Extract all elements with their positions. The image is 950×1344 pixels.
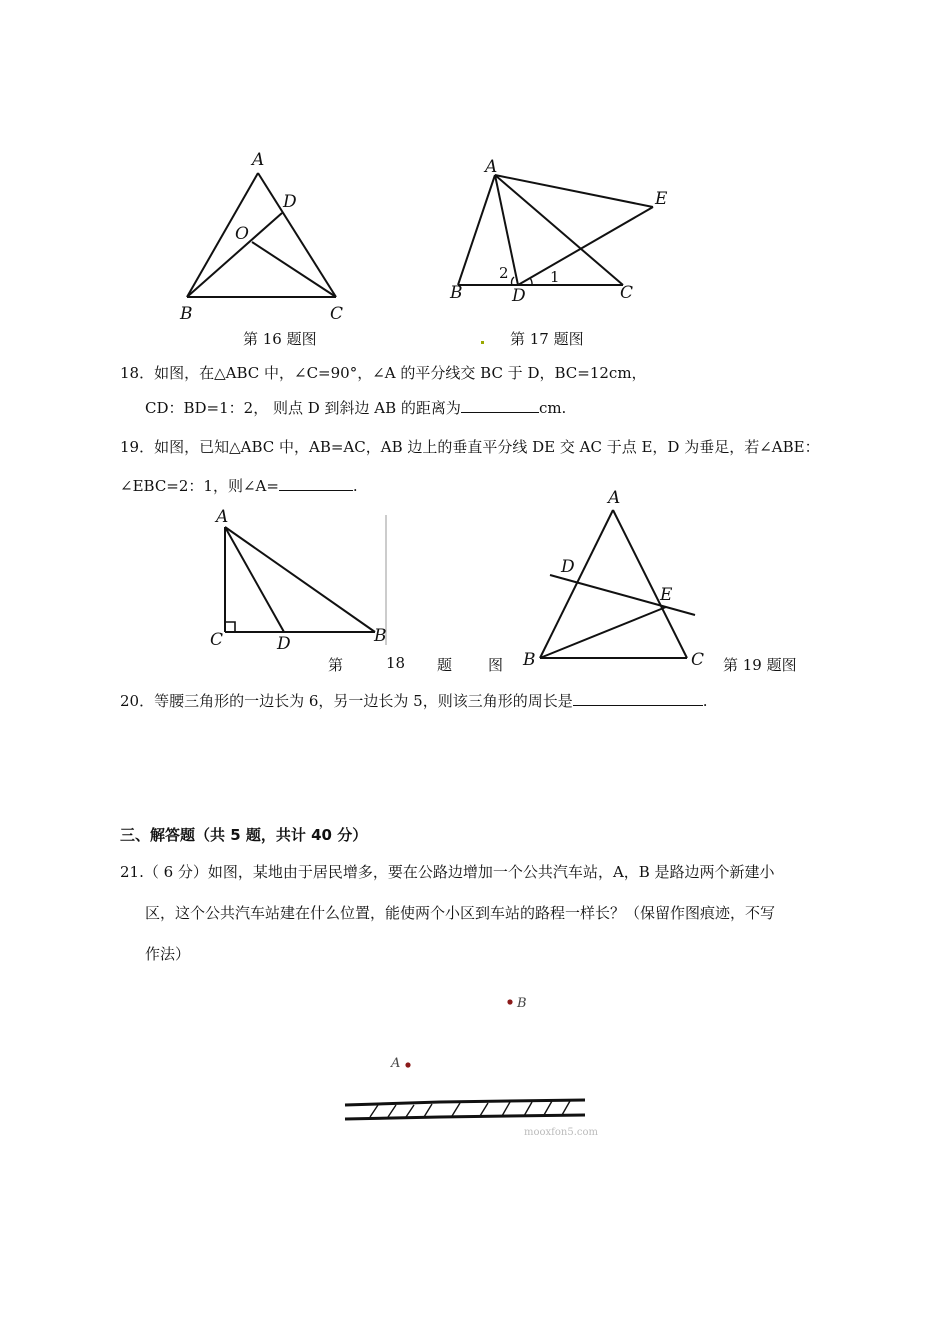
fig18-label-c: C bbox=[210, 630, 224, 650]
section-title: 三、解答题（共 5 题，共计 40 分） bbox=[120, 826, 368, 844]
q21-line1: 21.（ 6 分）如图，某地由于居民增多，要在公路边增加一个公共汽车站，A，B 是路边两个新建小 bbox=[120, 863, 775, 881]
fig18-label-a: A bbox=[216, 507, 229, 527]
fig18-caption-1: 第 bbox=[328, 656, 344, 674]
q20-text bbox=[120, 691, 708, 711]
q21-line3: 作法） bbox=[145, 945, 191, 963]
figure-18 bbox=[200, 505, 400, 655]
fig19-label-a: A bbox=[608, 488, 621, 508]
dot-mark bbox=[481, 341, 484, 344]
fig17-angle-2: 2 bbox=[499, 264, 509, 282]
fig17-caption: 第 17 题图 bbox=[510, 330, 584, 348]
fig21-watermark: mooxfon5.com bbox=[524, 1127, 598, 1138]
fig19-label-e: E bbox=[660, 585, 673, 605]
figure-21 bbox=[330, 985, 620, 1145]
fig16-label-d: D bbox=[283, 192, 297, 212]
q20-text-main: 20．等腰三角形的一边长为 6，另一边长为 5，则该三角形的周长是 bbox=[120, 692, 573, 710]
fig18-caption-2: 18 bbox=[386, 654, 406, 672]
fig16-label-a: A bbox=[252, 150, 265, 170]
figure-17 bbox=[440, 150, 680, 310]
q21-line2: 区，这个公共汽车站建在什么位置，能使两个小区到车站的路程一样长？（保留作图痕迹，不写 bbox=[145, 904, 776, 922]
fig19-label-c: C bbox=[691, 650, 705, 670]
fig19-label-d: D bbox=[561, 557, 575, 577]
q19-line2-text: ∠EBC=2：1，则∠A= bbox=[120, 477, 279, 495]
fig18-label-b: B bbox=[374, 626, 387, 646]
q18-line2 bbox=[145, 398, 566, 418]
fig17-angle-1: 1 bbox=[550, 268, 560, 286]
fig17-label-d: D bbox=[512, 286, 526, 306]
fig18-caption-3: 题 bbox=[437, 656, 453, 674]
fig16-caption: 第 16 题图 bbox=[243, 330, 317, 348]
q19-line2-end: . bbox=[352, 477, 358, 495]
q19-line1: 19．如图，已知△ABC 中，AB=AC，AB 边上的垂直平分线 DE 交 AC 于点 E，D 为垂足，若∠ABE： bbox=[120, 438, 820, 456]
fig16-label-c: C bbox=[330, 304, 344, 324]
fig21-label-b: B bbox=[517, 996, 527, 1011]
fig21-label-a: A bbox=[391, 1056, 401, 1071]
fig17-label-a: A bbox=[485, 157, 498, 177]
fig17-label-e: E bbox=[655, 189, 668, 209]
q18-line1: 18．如图，在△ABC 中，∠C=90°，∠A 的平分线交 BC 于 D，BC=12cm， bbox=[120, 364, 647, 382]
q20-answer-blank[interactable] bbox=[573, 691, 703, 706]
fig17-label-b: B bbox=[450, 283, 463, 303]
q20-text-end: . bbox=[702, 692, 708, 710]
figure-16 bbox=[170, 145, 360, 330]
figure-19 bbox=[515, 485, 715, 670]
fig19-caption: 第 19 题图 bbox=[723, 656, 797, 674]
q19-line2 bbox=[120, 476, 358, 496]
fig18-caption-4: 图 bbox=[488, 656, 504, 674]
fig17-label-c: C bbox=[620, 283, 634, 303]
q19-answer-blank[interactable] bbox=[279, 476, 353, 491]
fig19-label-b: B bbox=[523, 650, 536, 670]
q18-answer-blank[interactable] bbox=[461, 398, 539, 413]
fig16-label-b: B bbox=[180, 304, 193, 324]
fig18-label-d: D bbox=[277, 634, 291, 654]
q18-line2-unit: cm. bbox=[538, 399, 567, 417]
road bbox=[345, 1100, 585, 1119]
q18-line2-text: CD：BD=1：2， 则点 D 到斜边 AB 的距离为 bbox=[145, 399, 461, 417]
fig16-label-o: O bbox=[235, 224, 249, 244]
